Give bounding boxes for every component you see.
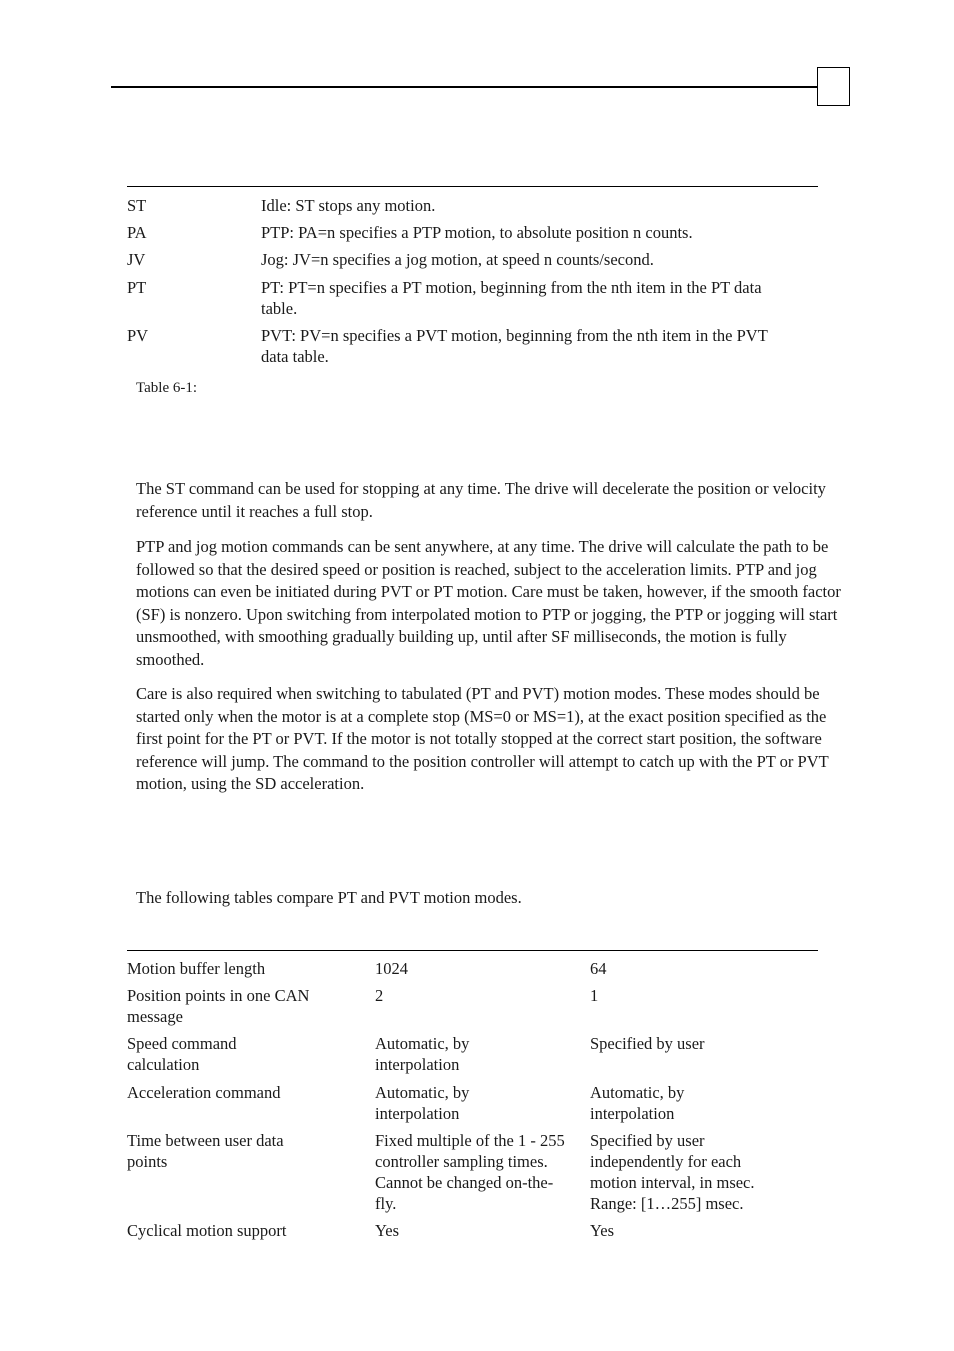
pvt-cell: 1 (590, 986, 599, 1005)
mode-command: PV (127, 326, 149, 345)
pt-cell: Fixed multiple of the 1 - 255 controller sampling times. Cannot be changed on-the-fly. (375, 1131, 565, 1213)
feature-cell: Cyclical motion support (127, 1221, 287, 1240)
feature-cell: Motion buffer length (127, 959, 266, 978)
pt-cell: Automatic, by interpolation (375, 1034, 470, 1074)
mode-command: PA (127, 223, 147, 242)
mode-description: PVT: PV=n specifies a PVT motion, beginning from the nth item in the PVT data table. (261, 326, 768, 366)
pt-cell: Automatic, by interpolation (375, 1083, 470, 1123)
table-caption: Table 6-1: (136, 380, 198, 396)
mode-command: JV (127, 250, 146, 269)
mode-description: PTP: PA=n specifies a PTP motion, to absolute position n counts. (261, 223, 693, 242)
pvt-cell: Specified by user (590, 1034, 705, 1053)
paragraph-ptp-jog: PTP and jog motion commands can be sent anywhere, at any time. The drive will calculate the path to be followed so that the desired speed or position is reached, subject to the acceleration limits. PTP and jog motions can even be initiated during PVT or PT motion. Care must be taken, however, if the smooth factor (SF) is nonzero. Upon switching from interpolated motion to PTP or jogging, the PTP or jogging will start unsmoothed, with smoothing gradually building up, until after SF milliseconds, the motion is fully smoothed. (136, 537, 841, 669)
paragraph-stop: The ST command can be used for stopping at any time. The drive will decelerate the position or velocity reference until it reaches a full stop. (136, 479, 826, 521)
mode-command: ST (127, 196, 147, 215)
compare-table-top-rule (127, 950, 818, 951)
paragraph-compare-intro: The following tables compare PT and PVT motion modes. (136, 888, 522, 907)
page-number-box (817, 67, 850, 106)
feature-cell: Time between user data points (127, 1131, 284, 1171)
mode-description: Jog: JV=n specifies a jog motion, at speed n counts/second. (261, 250, 654, 269)
pt-cell: 1024 (375, 959, 408, 978)
pvt-cell: Specified by user independently for each motion interval, in msec. Range: [1…255] msec. (590, 1131, 755, 1213)
pt-cell: Yes (375, 1221, 400, 1240)
feature-cell: Speed command calculation (127, 1034, 237, 1074)
mode-description: Idle: ST stops any motion. (261, 196, 436, 215)
mode-description: PT: PT=n specifies a PT motion, beginning from the nth item in the PT data table. (261, 278, 762, 318)
pvt-cell: Automatic, by interpolation (590, 1083, 685, 1123)
pt-cell: 2 (375, 986, 384, 1005)
pvt-cell: 64 (590, 959, 607, 978)
header-rule (111, 86, 818, 88)
pvt-cell: Yes (590, 1221, 615, 1240)
feature-cell: Position points in one CAN message (127, 986, 310, 1026)
paragraph-tabulated: Care is also required when switching to tabulated (PT and PVT) motion modes. These modes should be started only when the motor is at a complete stop (MS=0 or MS=1), at the exact position specified as the first point for the PT or PVT. If the motor is not totally stopped at the correct start position, the software reference will jump. The command to the position controller will attempt to catch up with the PT or PVT motion, using the SD acceleration. (136, 684, 829, 793)
mode-table-top-rule (127, 186, 818, 187)
feature-cell: Acceleration command (127, 1083, 281, 1102)
mode-command: PT (127, 278, 147, 297)
